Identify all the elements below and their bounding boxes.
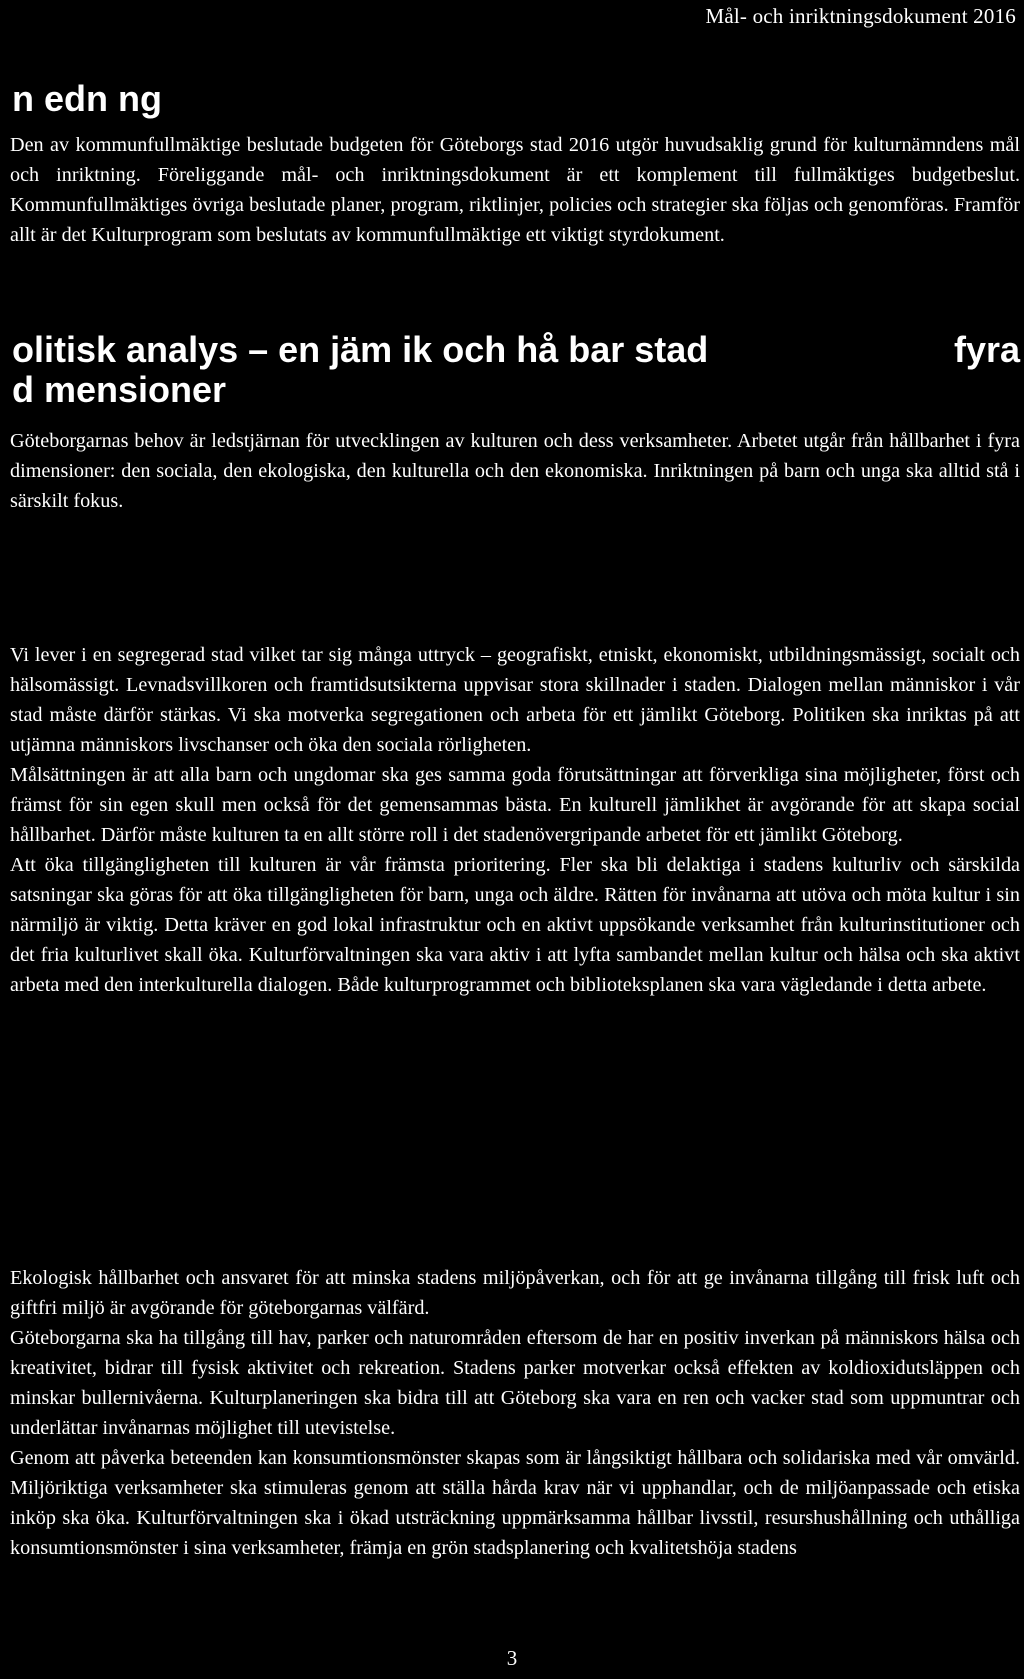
heading-inledning: n edn ng bbox=[12, 78, 162, 119]
section-ecological-body bbox=[10, 1263, 1020, 1563]
paragraph-social-2: Målsättningen är att alla barn och ungdomar ska ges samma goda förutsättningar att förverkliga sina möjligheter, först och främst för sin egen skull men också för det gemensammas bästa. En kulturell jämlikhet är avgörande för att skapa social hållbarhet. Därför måste kulturen ta en allt större roll i det stadenövergripande arbetet för ett jämlikt Göteborg. bbox=[10, 764, 1020, 846]
paragraph-ecological-2: Göteborgarna ska ha tillgång till hav, parker och naturområden eftersom de har en positiv inverkan på människors hälsa och kreativitet, bidrar till fysisk aktivitet och rekreation. Stadens parker motverkar också effekten av koldioxidutsläppen och minskar bullernivåerna. Kulturplaneringen ska bidra till att Göteborg ska vara en ren och vacker stad som uppmuntrar och underlättar invånarnas möjlighet till utevistelse. bbox=[10, 1327, 1020, 1439]
heading-politisk-analys-line-1-right: fyra bbox=[953, 329, 1020, 370]
heading-politisk-analys-line-2: d mensioner bbox=[12, 368, 227, 410]
running-header: Mål- och inriktningsdokument 2016 bbox=[705, 4, 1016, 28]
paragraph-ecological-3: Genom att påverka beteenden kan konsumtionsmönster skapas som är långsiktigt hållbara och solidariska med vår omvärld. Miljöriktiga verksamheter ska stimuleras genom att ställa hårda krav när vi upphandlar, och de miljöanpassade och etiska inköp ska öka. Kulturförvaltningen ska i ökad utsträckning uppmärksamma hållbar livsstil, resurshushållning och uthålliga konsumtionsmönster i sina verksamheter, främja en grön stadsplanering och kvalitetshöja stadens bbox=[10, 1447, 1020, 1559]
heading-politisk-analys-line-1 bbox=[12, 330, 1020, 370]
paragraph-ecological-1: Ekologisk hållbarhet och ansvaret för att minska stadens miljöpåverkan, och för att ge invånarna tillgång till frisk luft och giftfri miljö är avgörande för göteborgarnas välfärd. bbox=[10, 1267, 1020, 1319]
paragraph-inledning-1: Den av kommunfullmäktige beslutade budgeten för Göteborgs stad 2016 utgör huvudsaklig grund för kulturnämndens mål och inriktning. Föreliggande mål- och inriktningsdokument är ett komplement till fullmäktiges budgetbeslut. Kommunfullmäktiges övriga beslutade planer, program, riktlinjer, policies och strategier ska följas och genomföras. Framför allt är det Kulturprogram som beslutats av kommunfullmäktige ett viktigt styrdokument. bbox=[10, 134, 1020, 246]
section-social-body bbox=[10, 640, 1020, 1000]
paragraph-social-1: Vi lever i en segregerad stad vilket tar sig många uttryck – geografiskt, etniskt, ekonomiskt, utbildningsmässigt, socialt och hälsomässigt. Levnadsvillkoren och framtidsutsikterna uppvisar stora skillnader i staden. Dialogen mellan människor i vår stad måste därför stärkas. Vi ska motverka segregationen och arbeta för ett jämlikt Göteborg. Politiken ska inriktas på att utjämna människors livschanser och öka den sociala rörligheten. bbox=[10, 644, 1020, 756]
heading-politisk-analys-line-1-left: olitisk analys – en jäm ik och hå bar stad bbox=[12, 329, 709, 370]
section-analysis-body bbox=[10, 426, 1020, 516]
paragraph-analysis-1: Göteborgarnas behov är ledstjärnan för utvecklingen av kulturen och dess verksamheter. Arbetet utgår från hållbarhet i fyra dimensioner: den sociala, den ekologiska, den kulturella och den ekonomiska. Inriktningen på barn och unga ska alltid stå i särskilt fokus. bbox=[10, 430, 1020, 512]
section-inledning-body bbox=[10, 130, 1020, 250]
paragraph-social-3: Att öka tillgängligheten till kulturen är vår främsta prioritering. Fler ska bli delaktiga i stadens kulturliv och särskilda satsningar ska göras för att öka tillgängligheten för barn, unga och äldre. Rätten för invånarna att utöva och möta kultur i sin närmiljö är viktig. Detta kräver en god lokal infrastruktur och en aktivt uppsökande verksamhet från kulturinstitutioner och det fria kulturlivet skall öka. Kulturförvaltningen ska vara aktiv i att lyfta sambandet mellan kultur och hälsa och ska aktivt arbeta med den interkulturella dialogen. Både kulturprogrammet och biblioteksplanen ska vara vägledande i detta arbete. bbox=[10, 854, 1020, 996]
page-number: 3 bbox=[506, 1646, 518, 1670]
heading-politisk-analys bbox=[12, 330, 1020, 409]
